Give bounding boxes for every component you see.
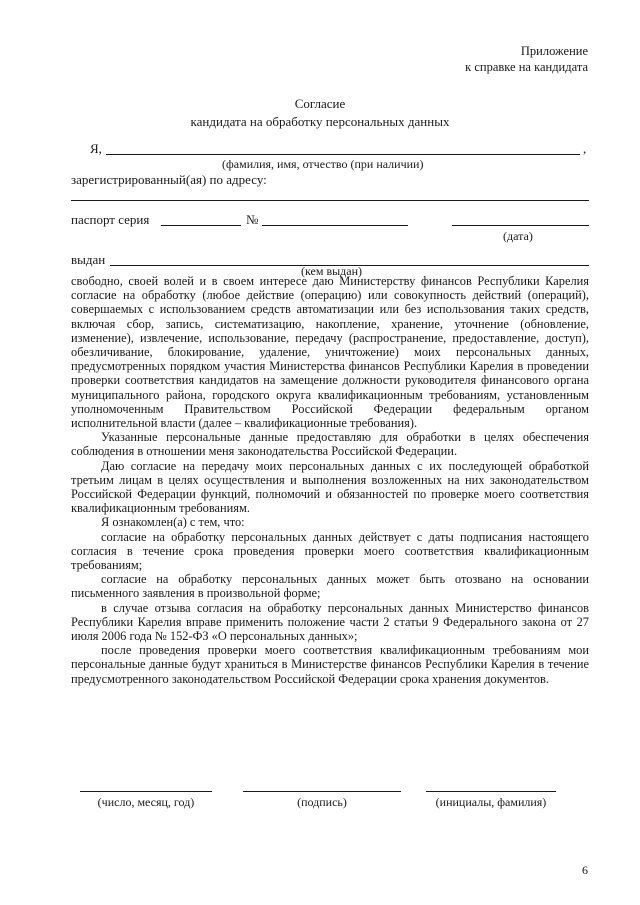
acknowledgement-paragraph: Я ознакомлен(а) с тем, что: <box>101 515 245 530</box>
passport-label: паспорт серия <box>71 212 150 227</box>
passport-date-line[interactable] <box>452 225 589 226</box>
purpose-paragraph: Указанные персональные данные предоставляю для обработки в целях обеспечения соблюдения в отношении меня законодательства Российской Федерации. <box>71 430 589 459</box>
signature-caption: (подпись) <box>297 795 347 809</box>
name-signature-line[interactable] <box>426 791 556 792</box>
fio-line[interactable] <box>106 154 580 155</box>
date-signature-caption: (число, месяц, год) <box>97 795 195 809</box>
address-line[interactable] <box>71 200 589 201</box>
i-label: Я, <box>90 141 102 156</box>
fio-caption: (фамилия, имя, отчество (при наличии) <box>222 157 424 171</box>
annex-label: Приложение <box>520 44 588 58</box>
issued-caption: (кем выдан) <box>301 264 363 278</box>
fio-comma: , <box>583 141 587 156</box>
passport-number-line[interactable] <box>262 225 408 226</box>
document-subtitle: кандидата на обработку персональных данных <box>190 114 450 129</box>
revocation-paragraph: согласие на обработку персональных данных может быть отозвано на основании письменного заявления в произвольной форме; <box>71 572 589 601</box>
date-signature-line[interactable] <box>80 791 212 792</box>
consent-paragraph: свободно, своей волей и в своем интересе даю Министерству финансов Республики Карелия согласие на обработку (любое действие (операцию) или совокупность действий (операций), совершаемых с использованием средств автоматизации или без использования таких средств, включая сбор, запись, систематизацию, накопление, хранение, уточнение (обновление, изменение), извлечение, использование, передачу (распространение, предоставление, доступ), обезличивание, блокирование, удаление, уничтожение) моих персональных данных, предусмотренных порядком участия Министерства финансов Республики Карелия в проведении проверки соответствия кандидатов на замещение должности руководителя финансового органа муниципального района, городского округа квалификационным требованиям, установленным уполномоченным Правительством Российской Федерации федеральным органом исполнительной власти (далее – квалификационные требования). <box>71 274 589 431</box>
registered-label: зарегистрированный(ая) по адресу: <box>71 172 267 187</box>
revocation-consequence-paragraph: в случае отзыва согласия на обработку персональных данных Министерство финансов Республики Карелия вправе применить положение части 2 статьи 9 Федерального закона от 27 июля 2006 года № 152-ФЗ «О персональных данных»; <box>71 600 589 644</box>
storage-paragraph: после проведения проверки моего соответствия квалификационным требованиям мои персональные данные будут храниться в Министерстве финансов Республики Карелия в течение предусмотренного законодательством Российской Федерации срока хранения документов. <box>71 643 589 686</box>
annex-subtitle: к справке на кандидата <box>465 60 588 74</box>
passport-number-label: № <box>246 212 259 227</box>
issued-label: выдан <box>71 252 106 267</box>
passport-series-line[interactable] <box>161 225 241 226</box>
page-number: 6 <box>582 863 588 877</box>
document-title: Согласие <box>294 96 346 111</box>
validity-paragraph: согласие на обработку персональных данных действует с даты подписания настоящего согласия в течение срока проведения проверки моего соответствия квалификационным требованиям; <box>71 529 589 573</box>
consent-body <box>71 274 589 686</box>
transfer-paragraph: Даю согласие на передачу моих персональных данных с их последующей обработкой третьим лицам в целях осуществления и выполнения возложенных на них законодательством Российской Федерации функций, полномочий и обязанностей по проверке моего соответствия квалификационным требованиям. <box>71 458 589 516</box>
date-caption: (дата) <box>503 229 533 243</box>
signature-line[interactable] <box>243 791 401 792</box>
name-signature-caption: (инициалы, фамилия) <box>435 795 547 809</box>
